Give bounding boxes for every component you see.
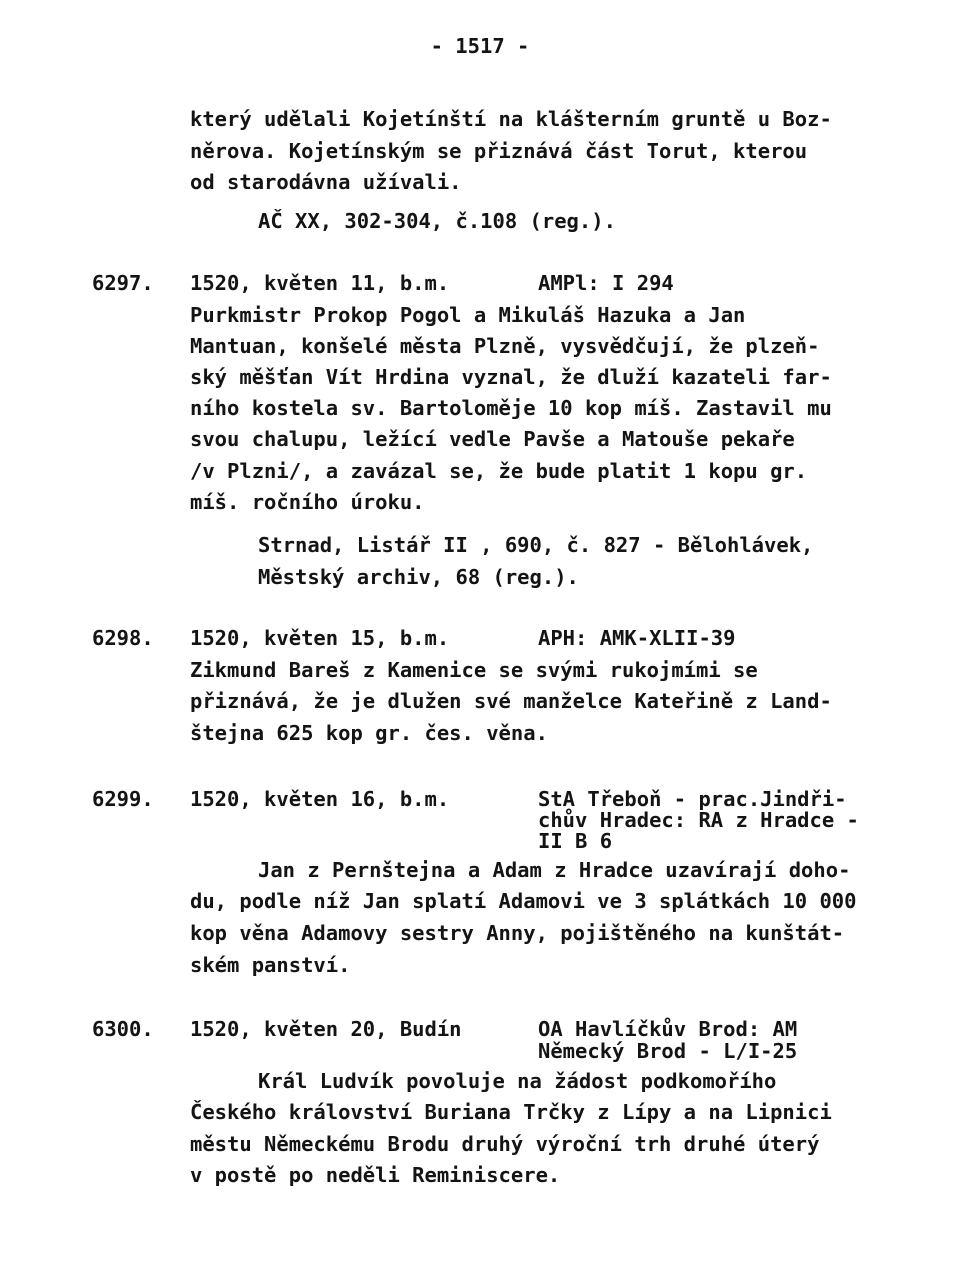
text-line: v postě po neděli Reminiscere. [190,1163,561,1187]
text-line: Purkmistr Prokop Pogol a Mikuláš Hazuka a Jan [190,303,746,327]
text-line: svou chalupu, ležící vedle Pavše a Matouše pekaře [190,427,795,451]
text-line: ském panství. [190,953,351,977]
citation-line: Strnad, Listář II , 690, č. 827 - Bělohlávek, [258,533,814,557]
page-number: - 1517 - [430,34,530,58]
entry-date-place: 1520, květen 11, b.m. [190,271,450,295]
entry-number: 6298. [92,626,154,650]
text-line: od starodávna užívali. [190,170,462,194]
entry-date-place: 1520, květen 15, b.m. [190,626,450,650]
archive-signature: Německý Brod - L/I-25 [538,1039,798,1063]
archive-signature: OA Havlíčkův Brod: AM [538,1017,798,1041]
entry-number: 6300. [92,1017,154,1041]
text-line: ního kostela sv. Bartoloměje 10 kop míš. Zastavil mu [190,396,832,420]
archive-signature: APH: AMK-XLII-39 [538,626,736,650]
entry-date-place: 1520, květen 16, b.m. [190,787,450,811]
text-line: Král Ludvík povoluje na žádost podkomořího [258,1069,777,1093]
archive-signature: chův Hradec: RA z Hradce - [538,808,859,832]
text-line: míš. ročního úroku. [190,490,425,514]
entry-number: 6299. [92,787,154,811]
text-line: Mantuan, konšelé města Plzně, vysvědčují, že plzeň- [190,334,820,358]
citation-line: Městský archiv, 68 (reg.). [258,565,579,589]
text-line: přiznává, že je dlužen své manželce Kateřině z Land- [190,689,832,713]
entry-number: 6297. [92,271,154,295]
text-line: něrova. Kojetínským se přiznává část Torut, kterou [190,139,808,163]
text-line: ský měšťan Vít Hrdina vyznal, že dluží kazateli far- [190,365,832,389]
text-line: městu Německému Brodu druhý výroční trh druhé úterý [190,1132,820,1156]
text-line: štejna 625 kop gr. čes. věna. [190,721,548,745]
text-line: /v Plzni/, a zavázal se, že bude platit 1 kopu gr. [190,459,808,483]
entry-date-place: 1520, květen 20, Budín [190,1017,462,1041]
archive-signature: StA Třeboň - prac.Jindři- [538,787,847,811]
text-line: který udělali Kojetínští na klášterním gruntě u Boz- [190,107,832,131]
text-line: Jan z Pernštejna a Adam z Hradce uzavírají doho- [258,858,851,882]
archive-signature: II B 6 [538,829,613,853]
text-line: Zikmund Bareš z Kamenice se svými rukojmími se [190,658,758,682]
citation-line: AČ XX, 302-304, č.108 (reg.). [258,209,616,233]
archive-signature: AMPl: I 294 [538,271,674,295]
text-line: Českého království Buriana Trčky z Lípy a na Lipnici [190,1100,832,1124]
text-line: kop věna Adamovy sestry Anny, pojištěného na kunštát- [190,921,845,945]
text-line: du, podle níž Jan splatí Adamovi ve 3 splátkách 10 000 [190,889,857,913]
